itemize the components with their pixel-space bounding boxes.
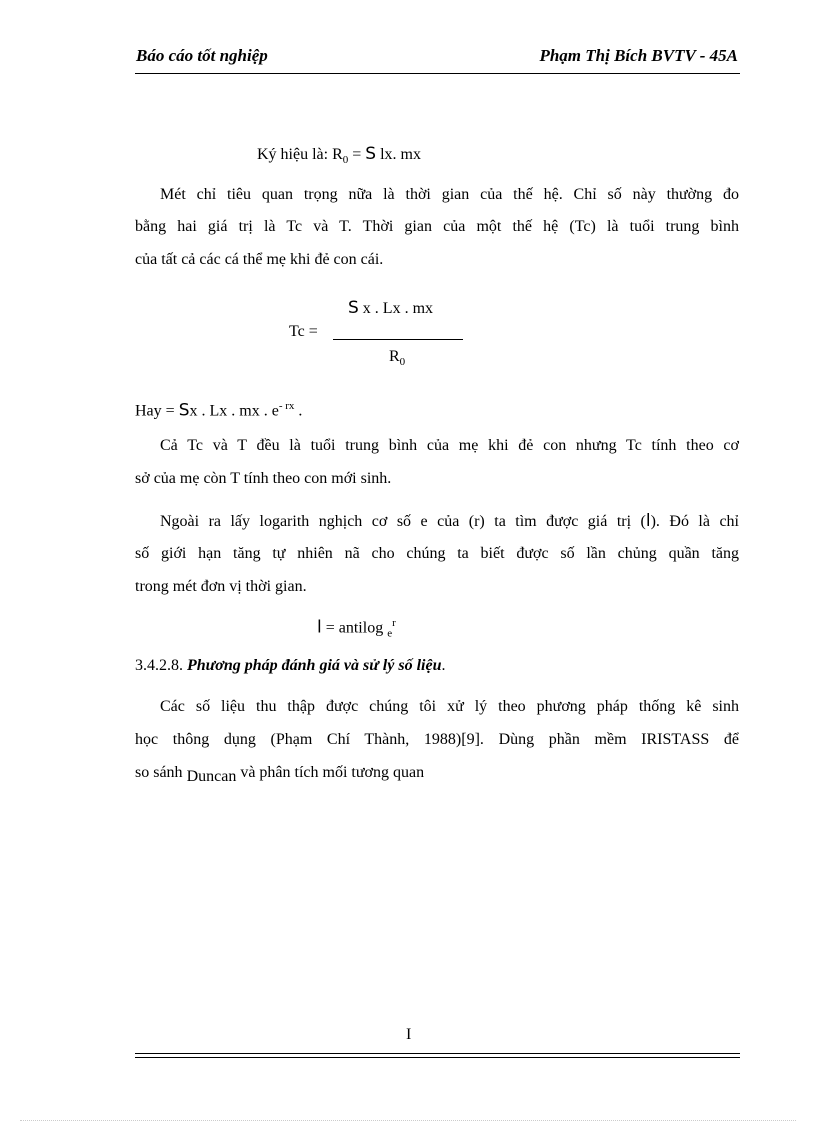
footer-rule [135, 1057, 740, 1058]
page-number: I [406, 1026, 412, 1043]
para1-line3: của tất cả các cá thể mẹ khi đẻ con cái. [135, 251, 384, 268]
para2-line1: Cả Tc và T đều là tuổi trung bình của mẹ khi đẻ con nhưng Tc tính theo cơ [160, 437, 739, 454]
tc-denominator: $R_0$ [389, 348, 406, 369]
para4-line1: Các số liệu thu thập được chúng tôi xử lý theo phương pháp thống kê sinh [160, 698, 739, 715]
para3-line3: trong mét đơn vị thời gian. [135, 578, 307, 595]
tc-numerator: S x . Lx . mx [348, 298, 434, 318]
section-heading: 3.4.2.8. Phương pháp đánh giá và sử lý số liệu. [135, 657, 446, 674]
sum-symbol: S [178, 400, 190, 421]
formula-lambda: l = antilog $_e^r$ [317, 617, 396, 640]
lambda-symbol: l [645, 511, 651, 531]
header-rule [135, 73, 740, 74]
header-report-title: Báo cáo tốt nghiệp [136, 46, 268, 65]
page-edge-dots [20, 1120, 796, 1121]
fraction-bar [333, 339, 463, 340]
para3-line2: số giới hạn tăng tự nhiên nã cho chúng ta biết được số lần chủng quần tăng [135, 545, 739, 562]
formula-hay: Hay = Sx . Lx . mx . $e^{- rx}$ . [135, 400, 303, 421]
para4-line2: học thông dụng (Phạm Chí Thành, 1988)[9]. Dùng phần mềm IRISTASS để [135, 731, 739, 748]
para3-line1: Ngoài ra lấy logarith nghịch cơ số e của (r) ta tìm được giá trị (l). Đó là chỉ [160, 511, 739, 531]
para1-line2: bằng hai giá trị là Tc và T. Thời gian của một thế hệ (Tc) là tuổi trung bình [135, 218, 739, 235]
sum-symbol: S [365, 144, 377, 164]
tc-lhs: Tc = [289, 323, 318, 340]
formula-r0: Ký hiệu là: $R_0 = S$ lx. mx [257, 144, 421, 167]
para2-line2: sở của mẹ còn T tính theo con mới sinh. [135, 470, 392, 487]
footer-rule [135, 1053, 740, 1054]
sum-symbol: S [348, 298, 359, 318]
para1-line1: Mét chỉ tiêu quan trọng nữa là thời gian của thế hệ. Chỉ số này thường đo [160, 186, 739, 203]
lambda-symbol: l [317, 617, 322, 638]
para4-line3: so sánh Duncan và phân tích mối tương quan [135, 764, 425, 785]
header-author: Phạm Thị Bích BVTV - 45A [539, 46, 738, 65]
